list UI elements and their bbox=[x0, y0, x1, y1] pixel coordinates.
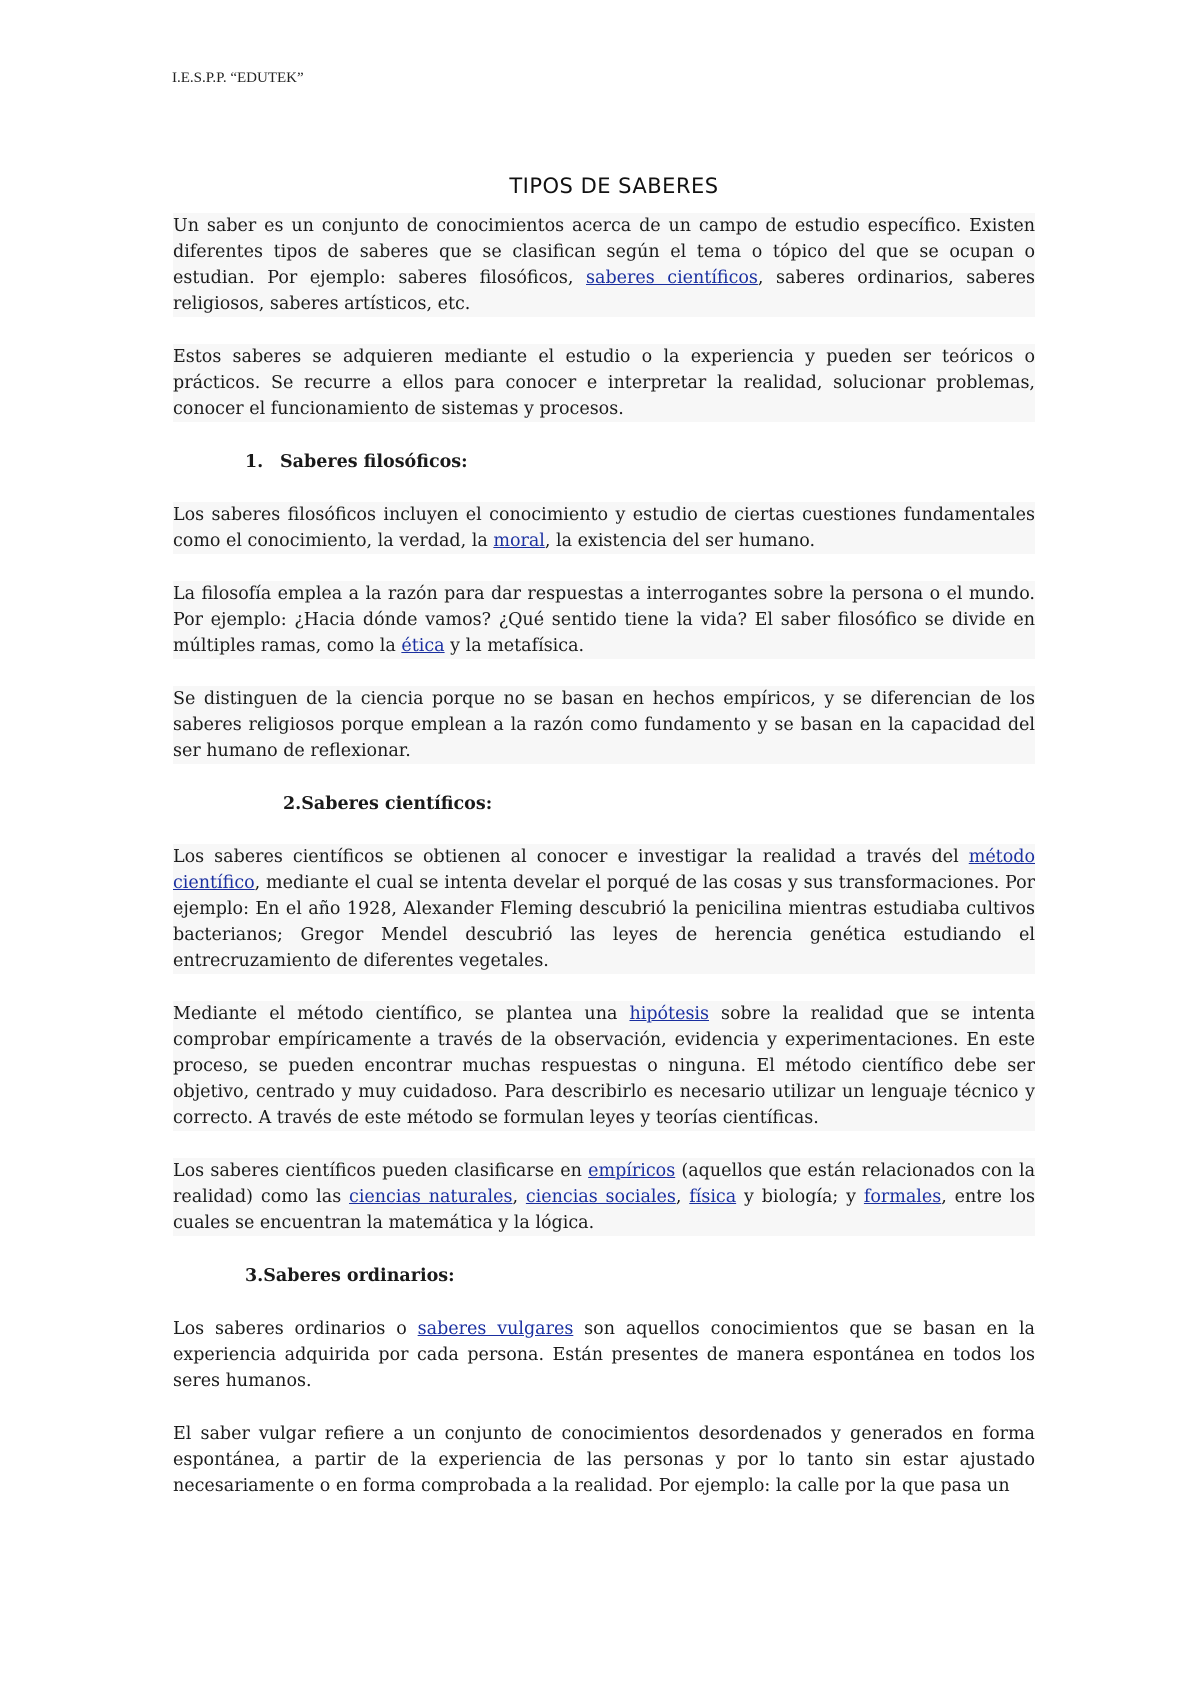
paragraph-text: Los saberes ordinarios o bbox=[173, 1319, 418, 1339]
paragraph-text: La filosofía emplea a la razón para dar respuestas a interrogantes sobre la persona o el mundo. Por ejemplo: ¿Hacia dónde vamos? ¿Qué sentido tiene la vida? El saber filosófico se divide en múltiples ramas, como la bbox=[173, 584, 1035, 656]
filosoficos-paragraph-3: Se distinguen de la ciencia porque no se basan en hechos empíricos, y se diferencian de los saberes religiosos porque emplean a la razón como fundamento y se basan en la capacidad del ser humano de reflexionar. bbox=[173, 686, 1035, 764]
link-fisica[interactable]: física bbox=[689, 1187, 737, 1207]
paragraph-text: Un saber es un conjunto de conocimientos acerca de un campo de estudio específico. Existen diferentes tipos de saberes que se clasifican según el tema o tópico del que se ocupan o estudian. Por ejemplo: saberes filosóficos, bbox=[173, 216, 1035, 288]
paragraph-text: , saberes ordinarios, saberes religiosos, saberes artísticos, etc. bbox=[173, 268, 1035, 314]
paragraph-text: (aquellos que están relacionados con la realidad) como las bbox=[173, 1161, 1035, 1207]
document-body bbox=[173, 173, 1035, 1499]
link-etica[interactable]: ética bbox=[401, 636, 445, 656]
link-metodo-cientifico[interactable]: método científico bbox=[173, 847, 1035, 893]
intro-paragraph-2: Estos saberes se adquieren mediante el estudio o la experiencia y pueden ser teóricos o prácticos. Se recurre a ellos para conocer e interpretar la realidad, solucionar problemas, conocer el funcionamiento de sistemas y procesos. bbox=[173, 344, 1035, 422]
paragraph-text: y biología; y bbox=[736, 1187, 864, 1207]
filosoficos-paragraph-1 bbox=[173, 502, 1035, 554]
link-ciencias-sociales[interactable]: ciencias sociales bbox=[525, 1187, 676, 1207]
paragraph-text: , bbox=[675, 1187, 690, 1207]
paragraph-text: , bbox=[512, 1187, 526, 1207]
list-number: 1. bbox=[245, 452, 264, 472]
page-header: I.E.S.P.P. “EDUTEK” bbox=[172, 70, 304, 86]
paragraph-text: y la metafísica. bbox=[444, 636, 585, 656]
paragraph-text: , entre los cuales se encuentran la matemática y la lógica. bbox=[173, 1187, 1035, 1233]
paragraph-text: Los saberes filosóficos incluyen el conocimiento y estudio de ciertas cuestiones fundamentales como el conocimiento, la verdad, la bbox=[173, 505, 1035, 551]
cientificos-paragraph-1 bbox=[173, 844, 1035, 974]
paragraph-text: sobre la realidad que se intenta comprobar empíricamente a través de la observación, evidencia y experimentaciones. En este proceso, se pueden encontrar muchas respuestas o ninguna. El método científico debe ser objetivo, centrado y muy cuidadoso. Para describirlo es necesario utilizar un lenguaje técnico y correcto. A través de este método se formulan leyes y teorías científicas. bbox=[173, 1004, 1036, 1128]
link-formales[interactable]: formales bbox=[863, 1187, 942, 1207]
cientificos-paragraph-3 bbox=[173, 1158, 1035, 1236]
paragraph-text: Mediante el método científico, se plantea una bbox=[173, 1004, 630, 1024]
section-heading-text: Saberes filosóficos: bbox=[280, 452, 468, 472]
link-saberes-vulgares[interactable]: saberes vulgares bbox=[417, 1319, 574, 1339]
intro-paragraph-1 bbox=[173, 213, 1035, 317]
filosoficos-paragraph-2 bbox=[173, 581, 1035, 659]
section-heading-cientificos: 2.Saberes científicos: bbox=[283, 794, 493, 814]
cientificos-paragraph-2 bbox=[173, 1001, 1035, 1131]
document-title: TIPOS DE SABERES bbox=[509, 174, 719, 198]
paragraph-text: Los saberes científicos se obtienen al conocer e investigar la realidad a través del bbox=[173, 847, 969, 867]
ordinarios-paragraph-1 bbox=[173, 1316, 1035, 1394]
paragraph-text: Los saberes científicos pueden clasificarse en bbox=[173, 1161, 589, 1181]
section-heading-filosoficos bbox=[173, 449, 1035, 475]
ordinarios-paragraph-2: El saber vulgar refiere a un conjunto de conocimientos desordenados y generados en forma espontánea, a partir de la experiencia de las personas y por lo tanto sin estar ajustado necesariamente o en forma comprobada a la realidad. Por ejemplo: la calle por la que pasa un bbox=[173, 1424, 1035, 1496]
link-saberes-cientificos[interactable]: saberes científicos bbox=[586, 268, 758, 288]
paragraph-text: , la existencia del ser humano. bbox=[544, 531, 816, 551]
link-ciencias-naturales[interactable]: ciencias naturales bbox=[349, 1187, 513, 1207]
paragraph-text: , mediante el cual se intenta develar el porqué de las cosas y sus transformaciones. Por ejemplo: En el año 1928, Alexander Fleming descubrió la penicilina mientras estudiaba cultivos bacterianos; Gregor Mendel descubrió las leyes de herencia genética estudiando el entrecruzamiento de diferentes vegetales. bbox=[173, 873, 1035, 971]
paragraph-text: son aquellos conocimientos que se basan en la experiencia adquirida por cada persona. Están presentes de manera espontánea en todos los seres humanos. bbox=[173, 1319, 1035, 1391]
link-empiricos[interactable]: empíricos bbox=[588, 1161, 676, 1181]
link-moral[interactable]: moral bbox=[493, 531, 545, 551]
link-hipotesis[interactable]: hipótesis bbox=[629, 1004, 710, 1024]
section-heading-ordinarios: 3.Saberes ordinarios: bbox=[245, 1266, 455, 1286]
